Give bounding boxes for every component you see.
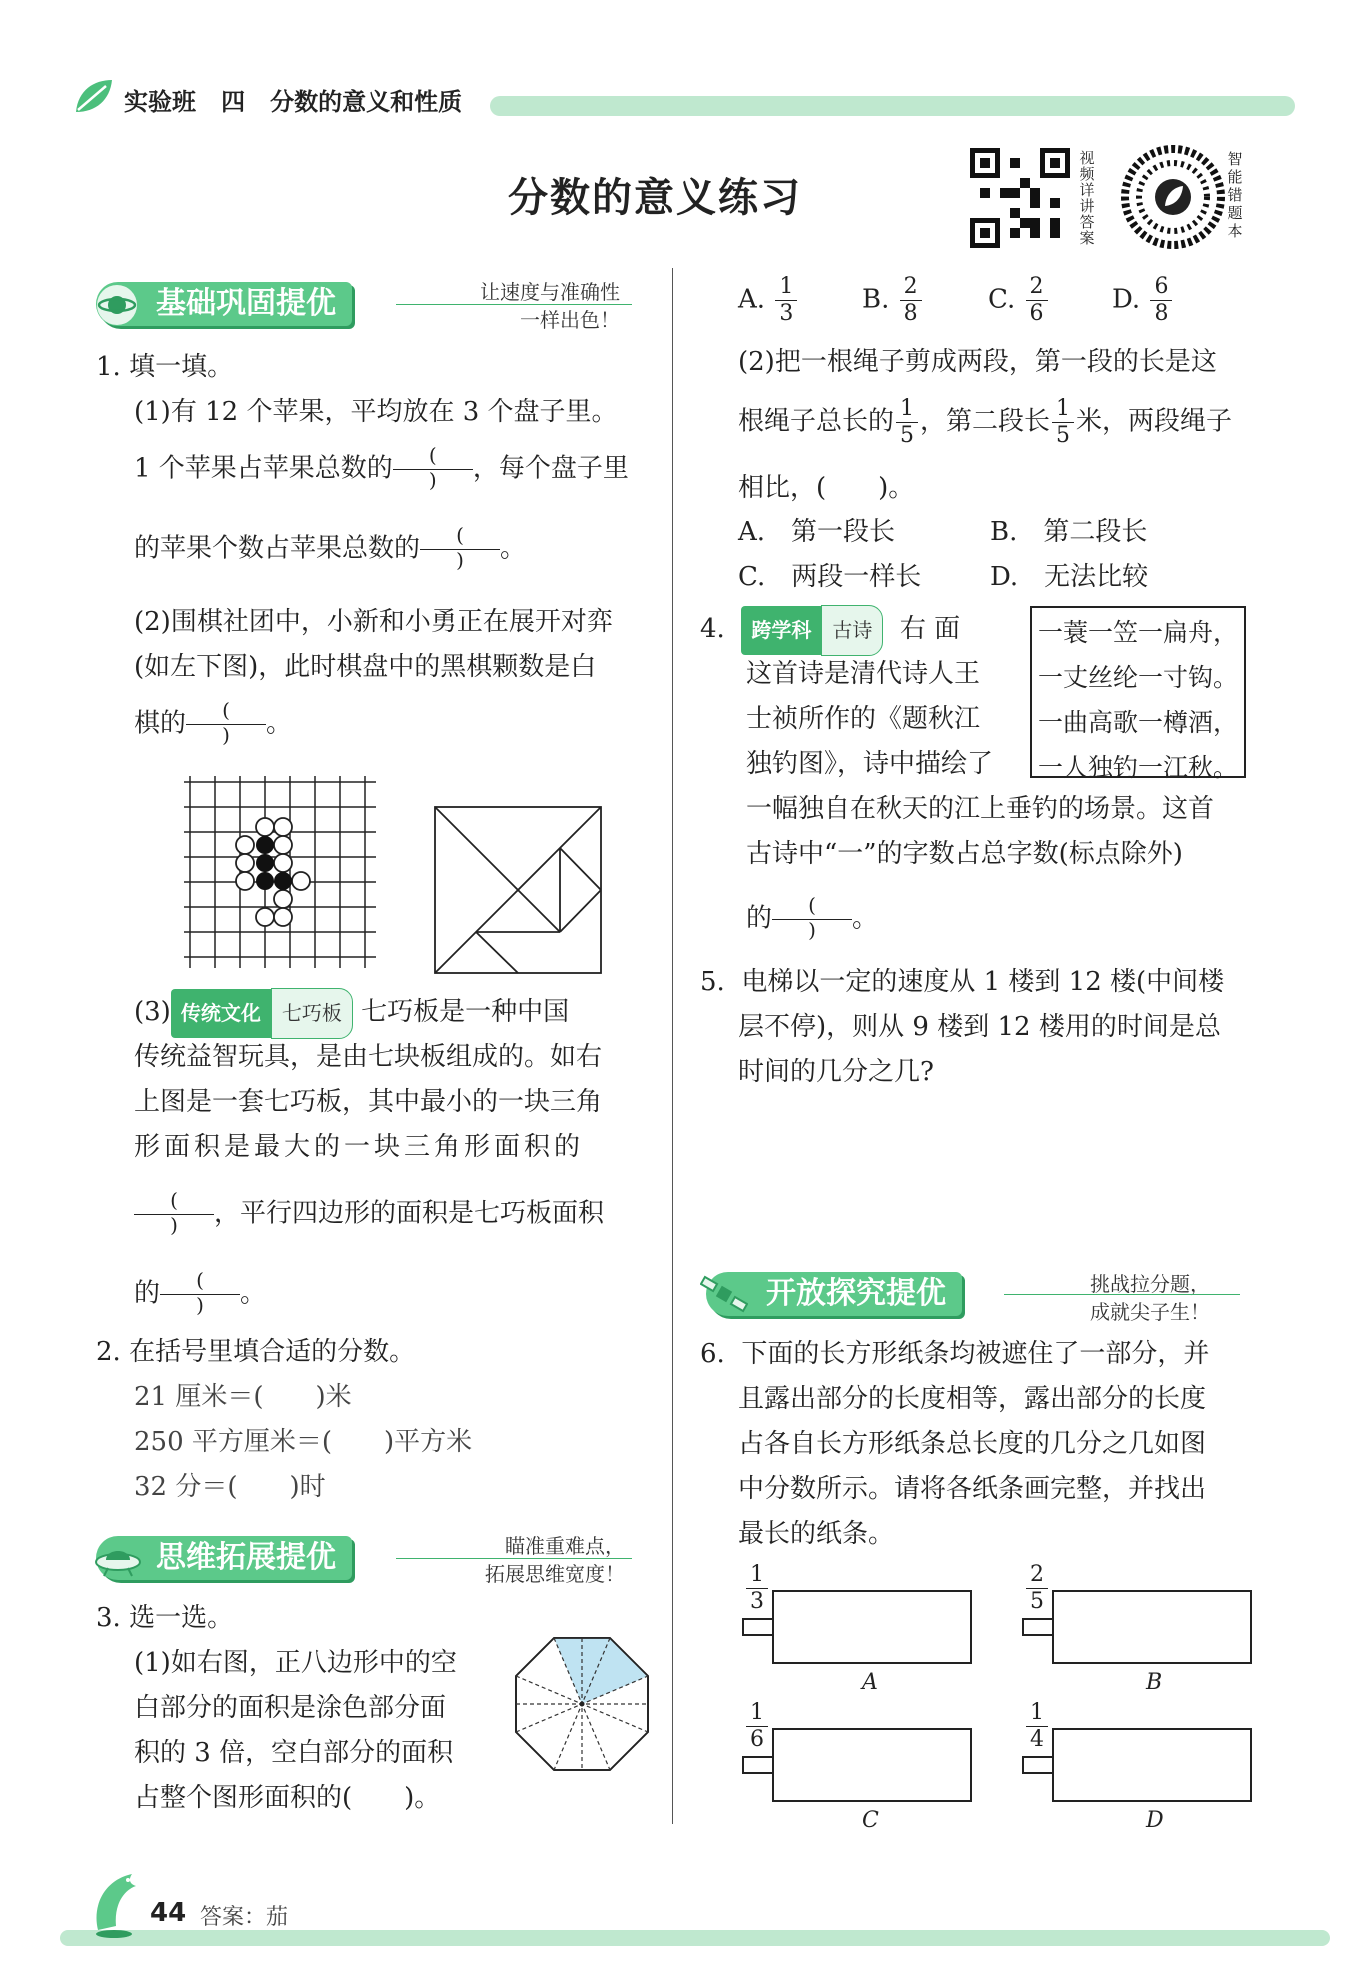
q3-p2-line1: (2)把一根绳子剪成两段，第一段的长是这 (738, 347, 1217, 377)
answer-blank[interactable]: ( ) (393, 445, 473, 494)
q6-line3: 占各自长方形纸条总长度的几分之几如图 (738, 1429, 1207, 1459)
tagline-underline (396, 304, 632, 305)
q5-number: 5. (700, 967, 725, 997)
q3-p1-line2: 白部分的面积是涂色部分面 (134, 1693, 447, 1723)
q4-line4: 独钓图》，诗中描绘了 (746, 749, 994, 779)
strip-fraction-b: 2 5 (1026, 1562, 1048, 1615)
q1-p1-line1: (1)有 12 个苹果，平均放在 3 个盘子里。 (134, 397, 618, 427)
q3-option-d[interactable]: D. $\frac{6}{8}$ (1112, 276, 1174, 325)
header-bar (490, 96, 1295, 116)
strip-fraction-d: 1 4 (1026, 1700, 1048, 1753)
answer-ref: 答案：茄 (200, 1905, 289, 1930)
strip-covered-d[interactable] (1052, 1728, 1252, 1802)
q1-p1-line2: 1 个苹果占苹果总数的 ( ) ，每个盘子里 (134, 443, 629, 492)
q3-p2-line2: 根绳子总长的 $\frac{1}{5}$ ，第二段长 $\frac{1}{5}$ 米，两段绳子 (738, 396, 1233, 448)
q6-number: 6. (700, 1339, 725, 1369)
q6-line5: 最长的纸条。 (738, 1519, 895, 1549)
header-text (124, 82, 462, 117)
section-tagline: 瞄准重难点， 拓展思维宽度！ (485, 1534, 625, 1586)
q1-p2-line1: (2)围棋社团中，小新和小勇正在展开对弈 (134, 607, 613, 637)
q3-line (96, 1596, 233, 1641)
section-tagline: 挑战拉分题， 成就尖子生！ (1090, 1272, 1210, 1324)
q1-p2-line2: (如左下图)，此时棋盘中的黑棋颗数是白 (134, 652, 597, 682)
q4-line3: 士祯所作的《题秋江 (746, 704, 981, 734)
q1-p3-line1: (3) 传统文化 七巧板 七巧板是一种中国 (134, 988, 569, 1039)
q3-p1-line3: 积的 3 倍，空白部分的面积 (134, 1738, 454, 1768)
q3-option-b[interactable]: B. $\frac{2}{8}$ (862, 276, 924, 325)
tag-interdisciplinary: 跨学科 (741, 606, 821, 655)
strip-covered-a[interactable] (772, 1590, 972, 1664)
q4-line5: 一幅独自在秋天的江上垂钓的场景。这首 (746, 794, 1215, 824)
q3-title: 选一选。 (129, 1603, 234, 1633)
q4-line6: 古诗中“一”的字数占总字数(标点除外) (746, 839, 1183, 869)
q2-item1[interactable]: 21 厘米＝( )米 (134, 1382, 352, 1412)
q2-title: 在括号里填合适的分数。 (129, 1337, 416, 1367)
leaf-icon (72, 76, 116, 116)
unit-number: 四 (221, 88, 246, 116)
q3-p2-option-a[interactable]: A. 第一段长 (738, 517, 896, 547)
section-title: 思维拓展提优 (96, 1536, 352, 1580)
strip-fraction-c: 1 6 (746, 1700, 768, 1753)
strip-fraction-a: 1 3 (746, 1562, 768, 1615)
octagon-figure (514, 1636, 650, 1772)
qr-code-video[interactable] (970, 148, 1070, 248)
strip-covered-b[interactable] (1052, 1590, 1252, 1664)
qr1-caption: 视 频 详 讲 答 案 (1079, 149, 1095, 247)
column-divider (672, 268, 673, 1824)
answer-blank[interactable]: ( ) (420, 525, 500, 574)
poem-line: 一蓑一笠一扁舟， (1038, 618, 1239, 647)
q1-p3-line6: 的 ( ) 。 (134, 1268, 267, 1317)
strip-label-d: D (1146, 1808, 1164, 1833)
tag-ancient-poem: 古诗 (821, 605, 883, 656)
q4-line1: 4. 跨学科 古诗 右 面 (700, 605, 960, 656)
q3-p2-option-c[interactable]: C. 两段一样长 (738, 562, 922, 592)
q1-p3-line5: ( ) ，平行四边形的面积是七巧板面积 (134, 1190, 604, 1239)
q3-option-a[interactable]: A. $\frac{1}{3}$ (738, 276, 799, 325)
poem-line: 一曲高歌一樽酒， (1038, 708, 1239, 737)
q3-p1-line4: 占整个图形面积的( )。 (134, 1783, 441, 1813)
q2-item2[interactable]: 250 平方厘米＝( )平方米 (134, 1427, 473, 1457)
poem-box (1030, 606, 1246, 782)
q3-p1-line1: (1)如右图，正八边形中的空 (134, 1648, 457, 1678)
footer-bar (60, 1930, 1330, 1946)
q4-line2: 这首诗是清代诗人王 (746, 659, 981, 689)
poem-line: 一人独钓一江秋。 (1038, 753, 1239, 782)
dolphin-icon (84, 1866, 150, 1940)
q2-line (96, 1330, 415, 1375)
page-number: 44 (150, 1898, 187, 1928)
q3-p2-option-b[interactable]: B. 第二段长 (990, 517, 1148, 547)
section-tagline: 让速度与准确性 一样出色！ (480, 280, 620, 332)
q3-option-c[interactable]: C. $\frac{2}{6}$ (988, 276, 1050, 325)
q3-number: 3. (96, 1603, 121, 1633)
q3-p2-option-d[interactable]: D. 无法比较 (990, 562, 1149, 592)
series-name: 实验班 (124, 88, 196, 116)
q6-line4: 中分数所示。请将各纸条画完整，并找出 (738, 1474, 1207, 1504)
q5-line1: 5. 电梯以一定的速度从 1 楼到 12 楼(中间楼 (700, 967, 1225, 997)
strip-exposed-d (1022, 1756, 1054, 1774)
tangram-figure (434, 806, 602, 974)
page-title: 分数的意义练习 (508, 175, 802, 221)
qr-code-error-book[interactable] (1120, 144, 1226, 250)
q2-item3[interactable]: 32 分＝( )时 (134, 1472, 326, 1502)
strip-exposed-c (742, 1756, 774, 1774)
answer-blank[interactable]: ( ) (160, 1270, 240, 1319)
qr2-caption: 智 能 错 题 本 (1227, 150, 1243, 240)
strip-label-c: C (862, 1808, 879, 1833)
q4-line7: 的 ( ) 。 (746, 893, 879, 942)
strip-exposed-b (1022, 1618, 1054, 1636)
q1-title: 填一填。 (129, 352, 234, 382)
q4-number: 4. (700, 614, 725, 644)
strip-label-a: A (862, 1670, 878, 1695)
strip-exposed-a (742, 1618, 774, 1636)
poem-line: 一丈丝纶一寸钩。 (1038, 663, 1239, 692)
planet-icon (94, 282, 140, 328)
tagline-underline (1004, 1294, 1240, 1295)
q1-number: 1. (96, 352, 121, 382)
q2-number: 2. (96, 1337, 121, 1367)
q1-p3-line4: 形面积是最大的一块三角形面积的 (134, 1132, 585, 1162)
q3-p2-line3: 相比，( )。 (738, 473, 915, 503)
q5-line2: 层不停)，则从 9 楼到 12 楼用的时间是总 (738, 1012, 1221, 1042)
tag-tangram: 七巧板 (271, 988, 353, 1039)
satellite-icon (700, 1272, 748, 1318)
tagline-underline (396, 1558, 632, 1559)
section-title: 基础巩固提优 (96, 282, 352, 326)
answer-blank[interactable]: ( ) (134, 1190, 214, 1239)
ufo-icon (94, 1538, 142, 1578)
tag-traditional-culture: 传统文化 (171, 989, 271, 1038)
q1-p1-line3: 的苹果个数占苹果总数的 ( ) 。 (134, 523, 527, 572)
strip-label-b: B (1146, 1670, 1163, 1695)
answer-blank[interactable]: ( ) (186, 700, 266, 749)
strip-covered-c[interactable] (772, 1728, 972, 1802)
q6-line1: 6. 下面的长方形纸条均被遮住了一部分，并 (700, 1339, 1210, 1369)
go-board-figure (178, 770, 382, 974)
q1-p2-line3: 棋的 ( ) 。 (134, 698, 293, 747)
q6-line2: 且露出部分的长度相等，露出部分的长度 (738, 1384, 1207, 1414)
q5-line3: 时间的几分之几? (738, 1057, 934, 1087)
q1-p3-line2: 传统益智玩具，是由七块板组成的。如右 (134, 1042, 603, 1072)
unit-title: 分数的意义和性质 (270, 88, 463, 116)
section-title: 开放探究提优 (706, 1272, 962, 1316)
answer-blank[interactable]: ( ) (772, 895, 852, 944)
q1-line (96, 345, 233, 390)
q1-p3-line3: 上图是一套七巧板，其中最小的一块三角 (134, 1087, 603, 1117)
